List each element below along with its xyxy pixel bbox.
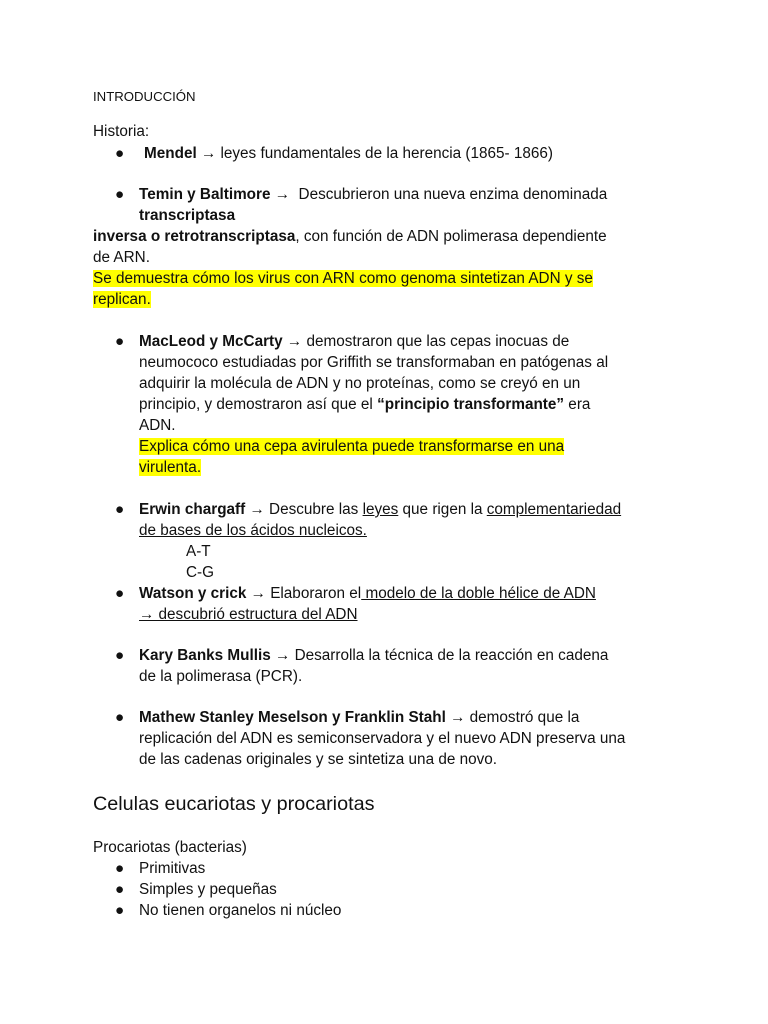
quoted-term: “principio transformante” [377, 396, 565, 413]
arrow: → [274, 186, 291, 203]
underlined-text: modelo de la doble hélice de ADN [361, 585, 596, 602]
highlight-text: virulenta. [139, 459, 202, 476]
highlight-line [139, 457, 201, 478]
enzyme-name: transcriptasa [139, 207, 236, 224]
highlight-line [139, 436, 564, 457]
item-text: , con función de ADN polimerasa dependiente [295, 228, 607, 245]
highlight-line [93, 268, 593, 289]
highlight-line [93, 289, 151, 310]
bullet-icon: ● [115, 145, 125, 162]
bullet-icon: ● [115, 709, 125, 726]
list-item: Primitivas [139, 860, 206, 877]
item-macleod-line3: adquirir la molécula de ADN y no proteínas, como se creyó en un [139, 375, 581, 392]
scientist-name: MacLeod y McCarty [139, 333, 283, 350]
bullet-icon: ● [115, 186, 125, 203]
highlight-text: Explica cómo una cepa avirulenta puede transformarse en una [139, 438, 565, 455]
item-macleod-line5: ADN. [139, 417, 176, 434]
bullet-icon: ● [115, 647, 125, 664]
bullet-icon: ● [115, 333, 125, 350]
list-item: Simples y pequeñas [139, 881, 277, 898]
item-text: principio, y demostraron así que el [139, 396, 378, 413]
arrow: → [250, 585, 266, 602]
procariotas-label: Procariotas (bacterias) [93, 839, 247, 856]
item-temin-line1 [139, 184, 607, 205]
item-text: que rigen la [398, 501, 487, 518]
arrow: → [249, 501, 265, 518]
scientist-name: Kary Banks Mullis [139, 647, 271, 664]
item-text: Elaboraron el [270, 585, 362, 602]
base-pair-cg: C-G [186, 564, 215, 581]
underlined-text: leyes [362, 501, 399, 518]
item-meselson-line2: replicación del ADN es semiconservadora y el nuevo ADN preserva una [139, 730, 626, 747]
item-macleod-line4 [139, 394, 590, 415]
item-temin-line2 [139, 205, 235, 226]
underlined-text: → descubrió estructura del ADN [139, 606, 358, 623]
item-chargaff-line1 [139, 499, 621, 520]
highlight-text: Se demuestra cómo los virus con ARN como genoma sintetizan ADN y se [93, 270, 593, 287]
heading: INTRODUCCIÓN [93, 89, 196, 104]
arrow: → [450, 709, 466, 726]
item-chargaff-line2 [139, 520, 367, 541]
item-meselson-line3: de las cadenas originales y se sintetiza una de novo. [139, 751, 498, 768]
bullet-icon: ● [115, 585, 125, 602]
bullet-icon: ● [115, 881, 125, 898]
item-text: Descubre las [269, 501, 363, 518]
item-text: demostró que la [469, 709, 580, 726]
scientist-name: Erwin chargaff [139, 501, 246, 518]
item-text: leyes fundamentales de la herencia (1865- 1866) [220, 145, 553, 162]
item-macleod-line2: neumococo estudiadas por Griffith se transformaban en patógenas al [139, 354, 609, 371]
scientist-name: Temin y Baltimore [139, 186, 271, 203]
item-text: era [564, 396, 591, 413]
item-temin-line4: de ARN. [93, 249, 150, 266]
bullet-icon: ● [115, 860, 125, 877]
list-item: No tienen organelos ni núcleo [139, 902, 342, 919]
bullet-icon: ● [115, 501, 125, 518]
base-pair-at: A-T [186, 543, 211, 560]
arrow: → [275, 647, 291, 664]
scientist-name: Mendel [144, 145, 197, 162]
section-title: Celulas eucariotas y procariotas [93, 793, 375, 815]
item-watson-line1 [139, 583, 596, 604]
arrow: → [286, 333, 303, 350]
highlight-text: replican. [93, 291, 151, 308]
item-mendel [144, 143, 553, 164]
item-meselson-line1 [139, 707, 579, 728]
item-text: demostraron que las cepas inocuas de [306, 333, 570, 350]
item-text: Desarrolla la técnica de la reacción en cadena [294, 647, 609, 664]
arrow: → [200, 145, 217, 162]
scientist-name: Mathew Stanley Meselson y Franklin Stahl [139, 709, 446, 726]
item-watson-line2 [139, 604, 358, 625]
item-macleod-line1 [139, 331, 569, 352]
item-temin-line3 [93, 226, 607, 247]
historia-label: Historia: [93, 123, 150, 140]
item-mullis-line2: de la polimerasa (PCR). [139, 668, 303, 685]
enzyme-name: inversa o retrotranscriptasa [93, 228, 296, 245]
bullet-icon: ● [115, 902, 125, 919]
underlined-text: complementariedad [486, 501, 622, 518]
scientist-name: Watson y crick [139, 585, 247, 602]
underlined-text: de bases de los ácidos nucleicos. [139, 522, 367, 539]
item-mullis-line1 [139, 645, 608, 666]
item-text: Descubrieron una nueva enzima denominada [298, 186, 608, 203]
